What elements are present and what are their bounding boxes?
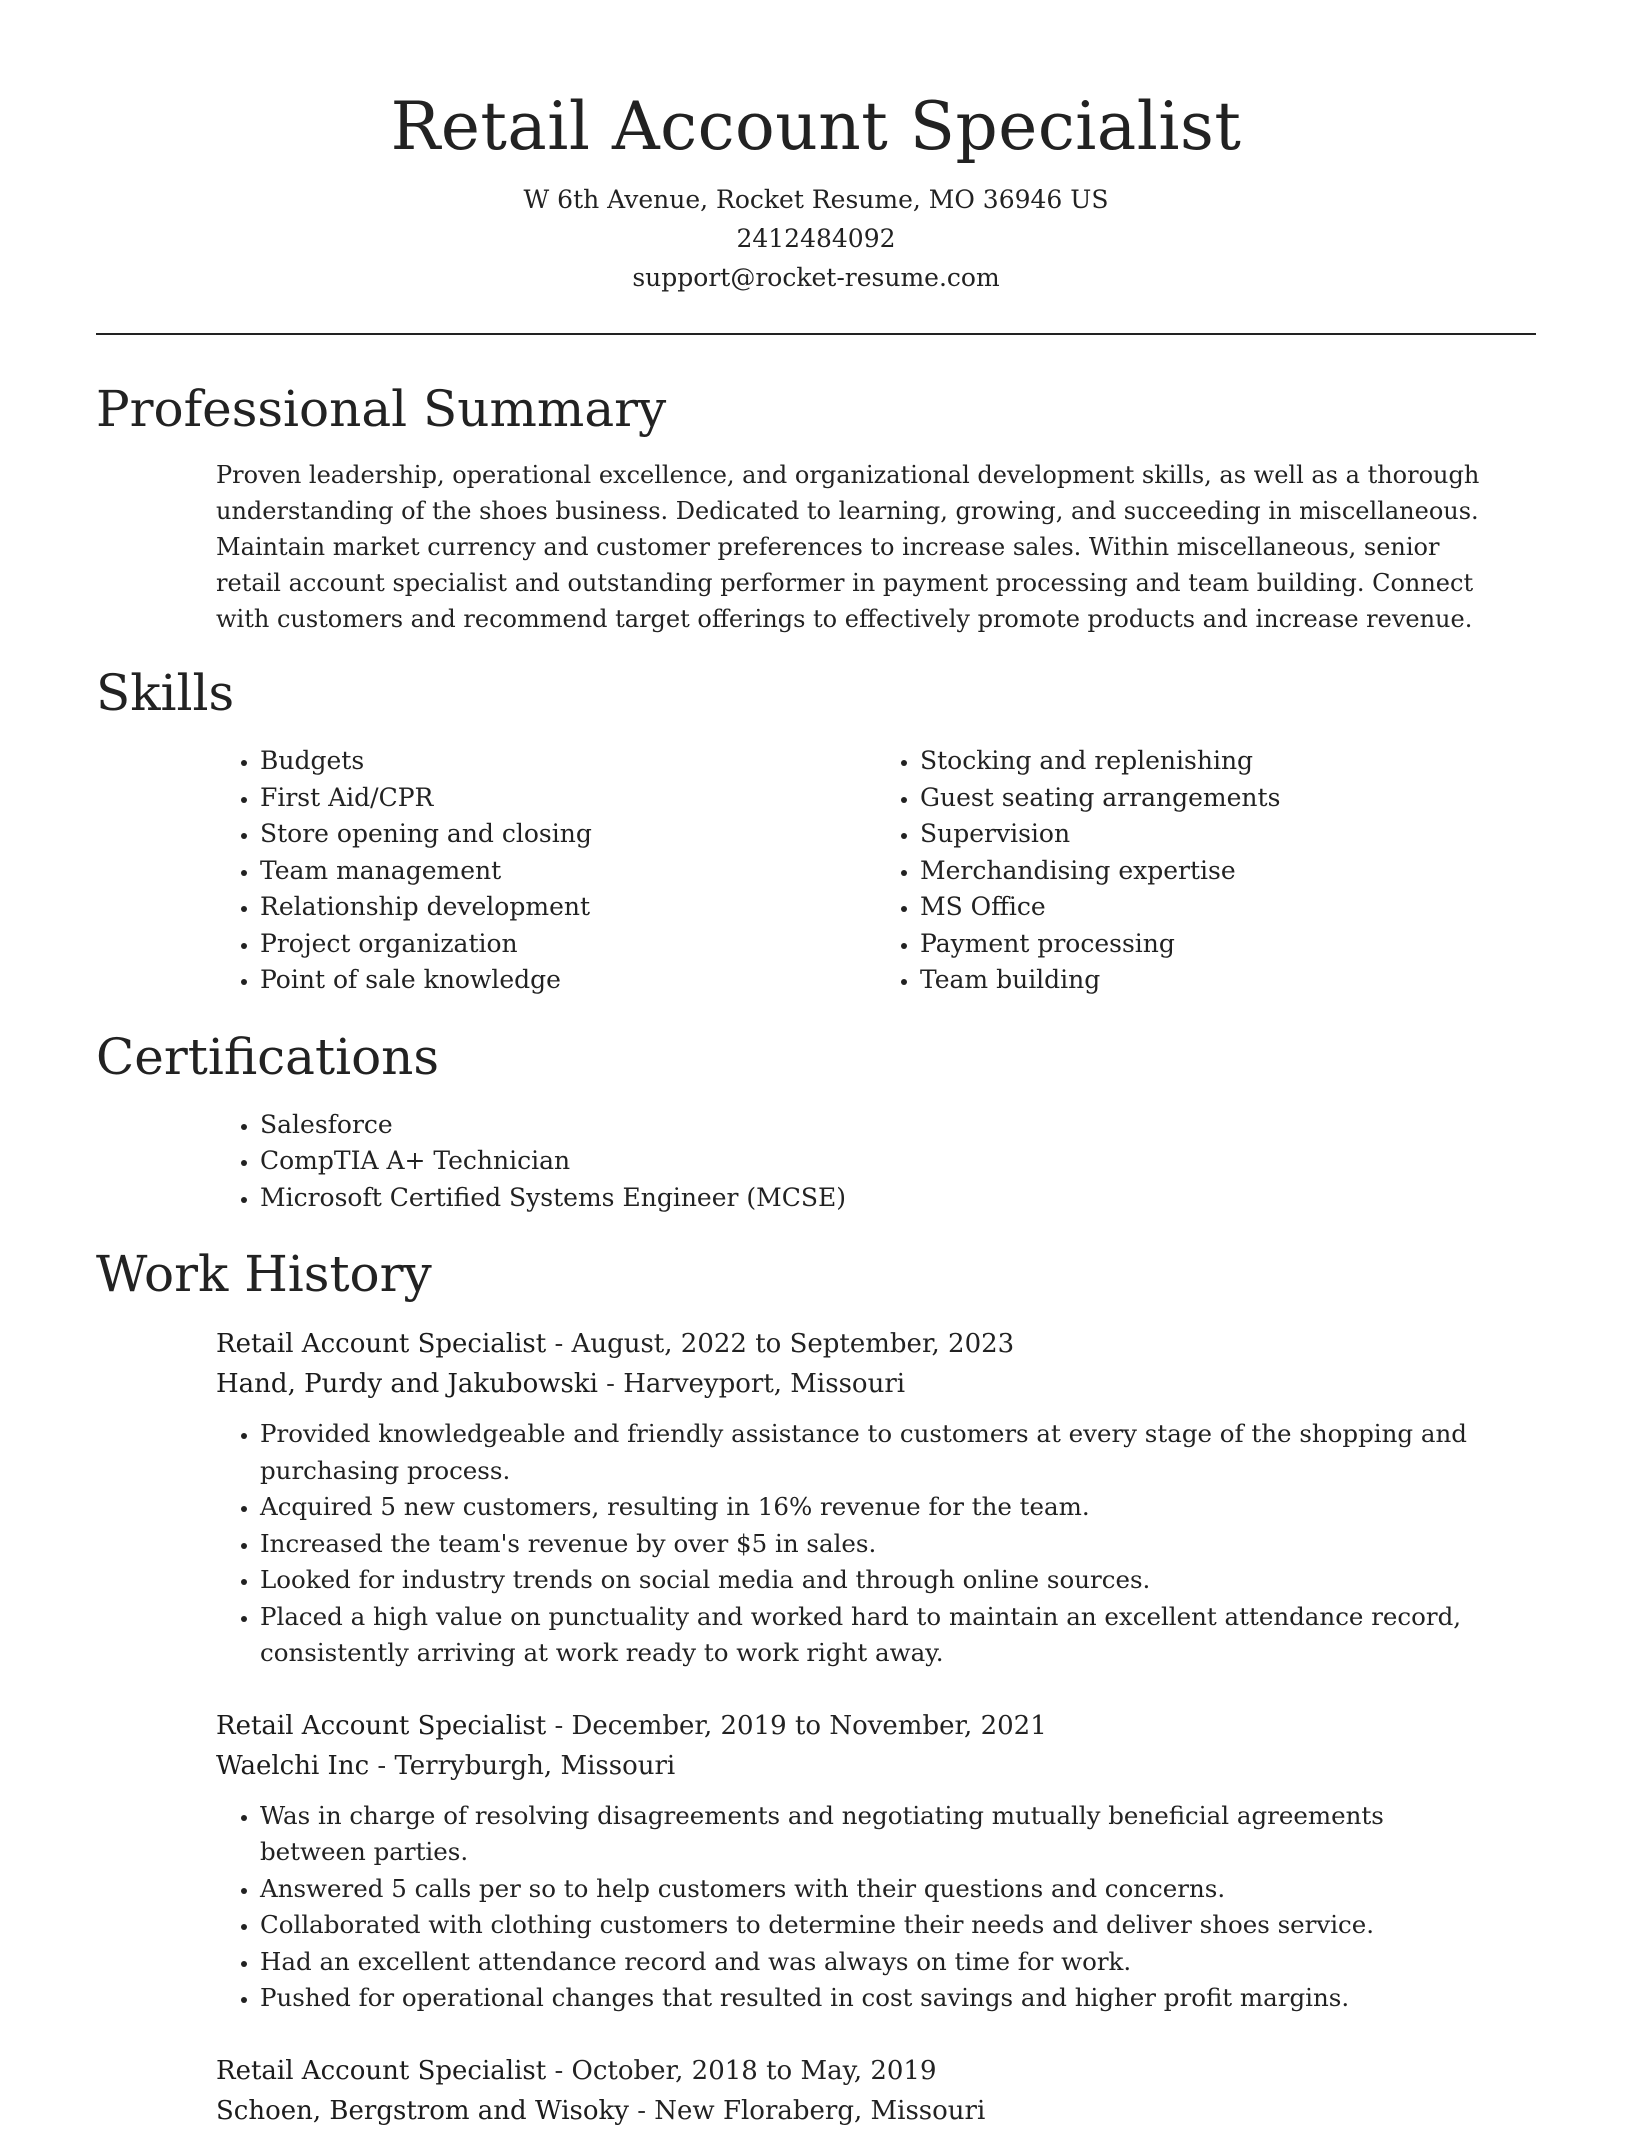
skill-item: • Payment processing xyxy=(920,926,1536,963)
job-duty: • Acquired 5 new customers, resulting in 16% revenue for the team. xyxy=(260,1489,1480,1526)
job-role: Retail Account Specialist xyxy=(216,1710,547,1741)
resume-page xyxy=(96,0,1536,2131)
contact-email[interactable]: support@rocket-resume.com xyxy=(632,263,1000,292)
contact-address: W 6th Avenue, Rocket Resume, MO 36946 US xyxy=(523,185,1109,214)
job-title-line xyxy=(216,1706,1536,1746)
skill-item: • Budgets xyxy=(260,743,876,780)
skill-item: • Project organization xyxy=(260,926,876,963)
job-company-line xyxy=(216,1364,1536,1404)
job-title-line xyxy=(216,2051,1536,2091)
job-location: Terryburgh, Missouri xyxy=(394,1750,676,1781)
skills-heading: Skills xyxy=(96,664,235,722)
job-entry xyxy=(216,1706,1536,2017)
job-entry xyxy=(216,1324,1536,1672)
separator: - xyxy=(546,2055,572,2086)
job-company: Waelchi Inc xyxy=(216,1750,370,1781)
work-history-heading: Work History xyxy=(96,1245,432,1303)
skill-item: • First Aid/CPR xyxy=(260,780,876,817)
candidate-name: Retail Account Specialist xyxy=(390,88,1242,165)
certification-item: • CompTIA A+ Technician xyxy=(260,1143,1536,1180)
job-company: Schoen, Bergstrom and Wisoky xyxy=(216,2095,629,2126)
job-duty: • Answered 5 calls per so to help customers with their questions and concerns. xyxy=(260,1871,1480,1908)
certifications-heading: Certifications xyxy=(96,1027,440,1086)
skill-item: • Relationship development xyxy=(260,889,876,926)
skill-item: • Team management xyxy=(260,853,876,890)
job-duty: • Placed a high value on punctuality and worked hard to maintain an excellent attendance record, consistently arriving at work ready to work right away. xyxy=(260,1599,1480,1672)
job-duties-list xyxy=(216,1416,1480,1672)
separator: - xyxy=(546,1329,572,1359)
skill-item: • Guest seating arrangements xyxy=(920,780,1536,817)
separator: - xyxy=(628,2095,655,2126)
job-location: New Floraberg, Missouri xyxy=(654,2095,986,2126)
job-duty: • Looked for industry trends on social media and through online sources. xyxy=(260,1562,1480,1599)
skill-item: • MS Office xyxy=(920,889,1536,926)
job-title-line xyxy=(216,1324,1536,1364)
skills-list-right xyxy=(876,743,1536,999)
job-duty: • Had an excellent attendance record and was always on time for work. xyxy=(260,1944,1480,1981)
job-company-line xyxy=(216,1746,1536,1786)
certification-item: • Salesforce xyxy=(260,1107,1536,1144)
job-dates: December, 2019 to November, 2021 xyxy=(571,1710,1047,1741)
resume-header xyxy=(96,0,1536,297)
separator: - xyxy=(546,1710,572,1741)
job-duties-list xyxy=(216,1798,1480,2017)
job-role: Retail Account Specialist xyxy=(216,2055,547,2086)
skills-list-left xyxy=(216,743,876,999)
skill-item: • Stocking and replenishing xyxy=(920,743,1536,780)
certifications-list xyxy=(216,1107,1536,1217)
job-dates: October, 2018 to May, 2019 xyxy=(571,2055,937,2086)
job-duty: • Increased the team's revenue by over $5 in sales. xyxy=(260,1526,1480,1563)
certification-item: • Microsoft Certified Systems Engineer (MCSE) xyxy=(260,1180,1536,1217)
contact-phone: 2412484092 xyxy=(736,224,896,253)
skill-item: • Supervision xyxy=(920,816,1536,853)
job-role: Retail Account Specialist xyxy=(216,1329,547,1359)
header-divider xyxy=(96,333,1536,335)
job-duty: • Provided knowledgeable and friendly assistance to customers at every stage of the shopping and purchasing process. xyxy=(260,1416,1480,1489)
job-entry xyxy=(216,2051,1536,2131)
job-company-line xyxy=(216,2091,1536,2131)
skill-item: • Merchandising expertise xyxy=(920,853,1536,890)
job-dates: August, 2022 to September, 2023 xyxy=(571,1329,1015,1359)
skill-item: • Store opening and closing xyxy=(260,816,876,853)
separator: - xyxy=(597,1369,624,1399)
skill-item: • Point of sale knowledge xyxy=(260,962,876,999)
job-company: Hand, Purdy and Jakubowski xyxy=(216,1369,598,1399)
separator: - xyxy=(369,1750,395,1781)
job-duty: • Pushed for operational changes that resulted in cost savings and higher profit margins. xyxy=(260,1980,1480,2017)
summary-text: Proven leadership, operational excellence, and organizational development skills, as well as a thorough understanding of the shoes business. Dedicated to learning, growing, and succeeding in miscellaneous. Maintain market currency and customer preferences to increase sales. Within miscellaneous, senior retail account specialist and outstanding performer in payment processing and team building. Connect with customers and recommend target offerings to effectively promote products and increase revenue. xyxy=(216,461,1480,633)
skills-columns xyxy=(216,743,1536,999)
skill-item: • Team building xyxy=(920,962,1536,999)
job-duty: • Was in charge of resolving disagreements and negotiating mutually beneficial agreements between parties. xyxy=(260,1798,1480,1871)
job-duty: • Collaborated with clothing customers to determine their needs and deliver shoes service. xyxy=(260,1907,1480,1944)
job-location: Harveyport, Missouri xyxy=(623,1369,906,1399)
summary-heading: Professional Summary xyxy=(96,380,667,438)
